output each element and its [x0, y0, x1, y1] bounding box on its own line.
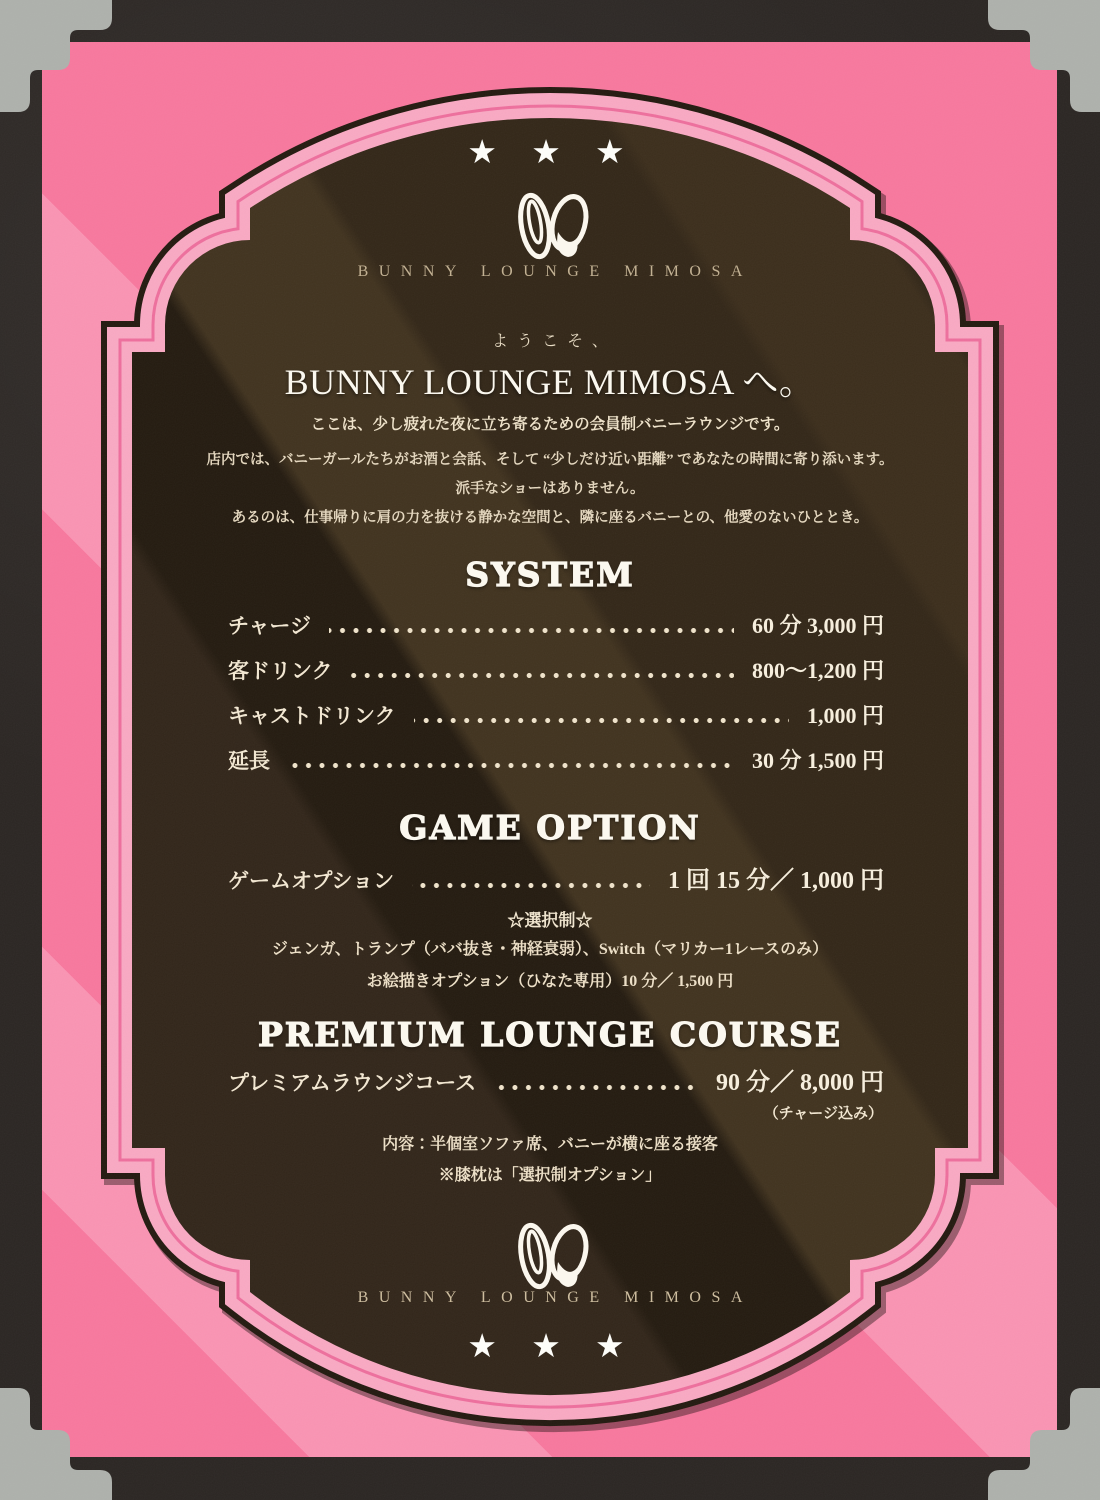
- table-row: [228, 609, 884, 654]
- section-heading-premium: PREMIUM LOUNGE COURSE: [257, 1015, 843, 1054]
- game-note: ☆選択制☆: [507, 911, 593, 930]
- bunny-ears-icon: [0, 192, 1100, 267]
- description-line: 店内では、バニーガールたちがお酒と会話、そして “少しだけ近い距離” であなたの時間に寄り添います。: [206, 452, 894, 468]
- bottom-stars: ★ ★ ★: [467, 1329, 633, 1365]
- dotted-leader: [494, 1085, 698, 1090]
- item-label: 延長: [228, 749, 270, 773]
- item-price: 30 分 1,500 円: [751, 748, 884, 773]
- item-price: 1 回 15 分／ 1,000 円: [668, 868, 884, 894]
- brand-wordmark: BUNNY LOUNGE MIMOSA: [357, 1289, 753, 1306]
- item-price: 60 分 3,000 円: [751, 613, 884, 638]
- system-price-list: [228, 609, 884, 789]
- dotted-leader: [414, 718, 789, 723]
- table-row: [228, 744, 884, 789]
- table-row: [228, 654, 884, 699]
- item-price: 90 分／ 8,000 円: [716, 1070, 884, 1096]
- item-price: 800〜1,200 円: [751, 658, 884, 683]
- dotted-leader: [351, 673, 734, 678]
- item-label: キャストドリンク: [228, 704, 396, 728]
- item-label: プレミアムラウンジコース: [228, 1071, 477, 1095]
- item-label: 客ドリンク: [228, 659, 333, 683]
- description-line: 派手なショーはありません。: [455, 481, 645, 497]
- premium-note: ※膝枕は「選択制オプション」: [438, 1167, 662, 1184]
- item-label: ゲームオプション: [228, 869, 395, 893]
- page-title: BUNNY LOUNGE MIMOSA へ。: [284, 362, 816, 402]
- section-heading-game: GAME OPTION: [399, 808, 701, 847]
- game-note: お絵描きオプション（ひなた専用）10 分／ 1,500 円: [366, 973, 734, 990]
- dotted-leader: [412, 883, 650, 888]
- game-note: ジェンガ、トランプ（ババ抜き・神経衰弱）、Switch（マリカー1レースのみ）: [271, 941, 829, 958]
- description: [132, 446, 968, 533]
- item-label: チャージ: [228, 614, 311, 638]
- section-heading-system: SYSTEM: [465, 555, 635, 594]
- dotted-leader: [329, 628, 734, 633]
- bunny-ears-icon: [0, 1222, 1100, 1297]
- premium-price-note: （チャージ込み）: [763, 1106, 883, 1122]
- item-price: 1,000 円: [806, 703, 884, 728]
- table-row: [228, 1062, 884, 1107]
- top-stars: ★ ★ ★: [467, 135, 633, 171]
- welcome-text: ようこそ、: [492, 333, 617, 350]
- table-row: [228, 860, 884, 905]
- premium-price-list: [228, 1062, 884, 1107]
- table-row: [228, 699, 884, 744]
- brand-wordmark: BUNNY LOUNGE MIMOSA: [357, 263, 753, 280]
- game-price-list: [228, 860, 884, 905]
- dotted-leader: [288, 763, 734, 768]
- description-line: あるのは、仕事帰りに肩の力を抜ける静かな空間と、隣に座るバニーとの、他愛のないひととき。: [231, 510, 869, 526]
- premium-note: 内容：半個室ソファ席、バニーが横に座る接客: [382, 1136, 718, 1153]
- lead-text: ここは、少し疲れた夜に立ち寄るための会員制バニーラウンジです。: [310, 416, 790, 433]
